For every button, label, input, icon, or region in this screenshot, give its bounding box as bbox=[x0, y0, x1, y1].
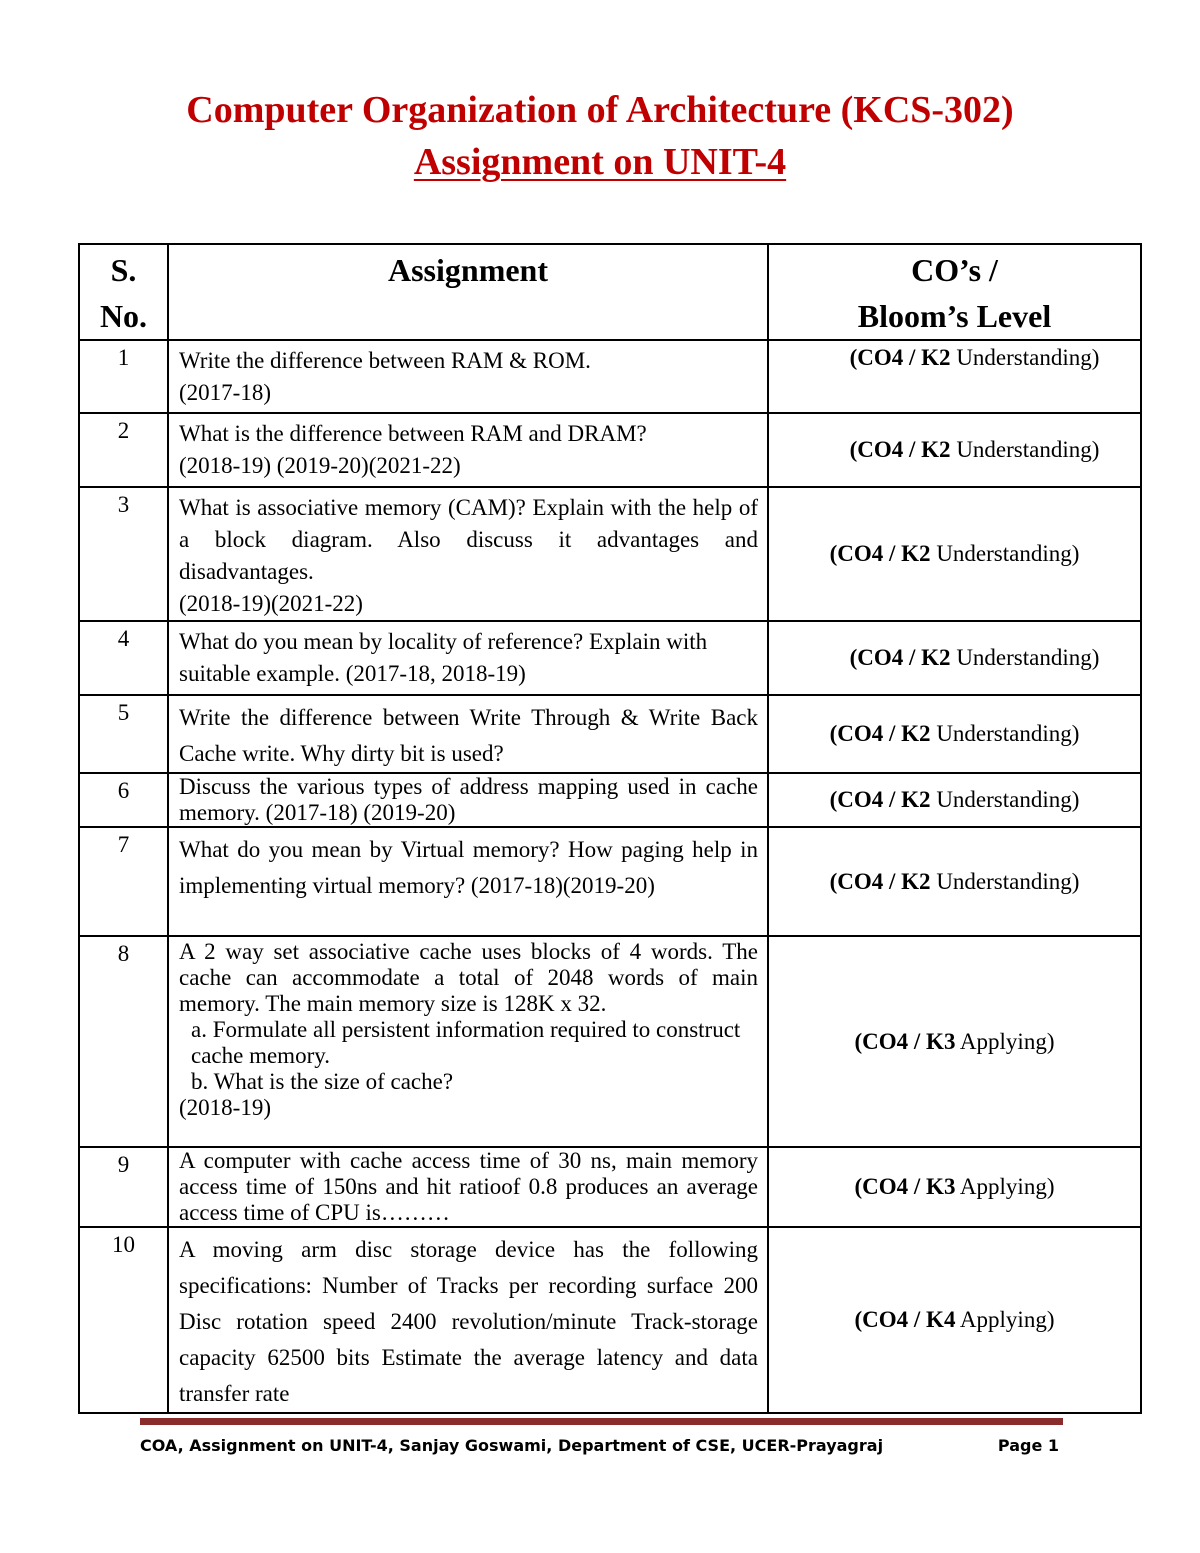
row-sno: 3 bbox=[79, 487, 168, 621]
row-question: What do you mean by Virtual memory? How paging help in implementing virtual memory? (2017-18)(2019-20) bbox=[168, 827, 768, 936]
row-co-level: (CO4 / K2 Understanding) bbox=[768, 340, 1141, 413]
table-row bbox=[79, 487, 1141, 621]
row-question: A computer with cache access time of 30 ns, main memory access time of 150ns and hit ratioof 0.8 produces an average access time of CPU is……… bbox=[168, 1147, 768, 1227]
table-row bbox=[79, 936, 1141, 1147]
row-question: What is the difference between RAM and DRAM? (2018-19) (2019-20)(2021-22) bbox=[168, 413, 768, 487]
row-co-level: (CO4 / K2 Understanding) bbox=[768, 773, 1141, 827]
row-co-level: (CO4 / K3 Applying) bbox=[768, 1147, 1141, 1227]
page-footer bbox=[140, 1436, 1063, 1455]
row-sno: 8 bbox=[79, 936, 168, 1147]
row-question: A 2 way set associative cache uses blocks of 4 words. The cache can accommodate a total of 2048 words of main memory. The main memory size is 128K x 32. a. Formulate all persistent information required to construct cache memory. b. What is the size of cache? (2018-19) bbox=[168, 936, 768, 1147]
document-subtitle: Assignment on UNIT-4 bbox=[413, 141, 787, 183]
row-question: What do you mean by locality of reference? Explain with suitable example. (2017-18, 2018-19) bbox=[168, 621, 768, 695]
page-number: Page 1 bbox=[997, 1436, 1059, 1455]
assignment-table bbox=[78, 243, 1142, 1414]
row-co-level: (CO4 / K2 Understanding) bbox=[768, 413, 1141, 487]
row-sno: 10 bbox=[79, 1227, 168, 1413]
table-row bbox=[79, 1147, 1141, 1227]
row-sno: 2 bbox=[79, 413, 168, 487]
table-row bbox=[79, 340, 1141, 413]
row-question: Discuss the various types of address mapping used in cache memory. (2017-18) (2019-20) bbox=[168, 773, 768, 827]
table-row bbox=[79, 827, 1141, 936]
row-question: Write the difference between Write Through & Write Back Cache write. Why dirty bit is used? bbox=[168, 695, 768, 773]
table-header-row bbox=[79, 244, 1141, 340]
row-sno: 5 bbox=[79, 695, 168, 773]
table-row bbox=[79, 773, 1141, 827]
row-question: Write the difference between RAM & ROM. (2017-18) bbox=[168, 340, 768, 413]
table-row bbox=[79, 695, 1141, 773]
row-co-level: (CO4 / K2 Understanding) bbox=[768, 621, 1141, 695]
row-sno: 9 bbox=[79, 1147, 168, 1227]
row-sno: 1 bbox=[79, 340, 168, 413]
footer-text: COA, Assignment on UNIT-4, Sanjay Goswami, Department of CSE, UCER-Prayagraj bbox=[140, 1436, 884, 1455]
row-co-level: (CO4 / K2 Understanding) bbox=[768, 827, 1141, 936]
header-assignment: Assignment bbox=[168, 244, 768, 340]
header-sno: S. No. bbox=[79, 244, 168, 340]
header-co: CO’s / Bloom’s Level bbox=[768, 244, 1141, 340]
table-row bbox=[79, 1227, 1141, 1413]
row-co-level: (CO4 / K2 Understanding) bbox=[768, 487, 1141, 621]
document-title: Computer Organization of Architecture (KCS-302) bbox=[186, 89, 1014, 131]
row-sno: 4 bbox=[79, 621, 168, 695]
row-co-level: (CO4 / K2 Understanding) bbox=[768, 695, 1141, 773]
row-co-level: (CO4 / K3 Applying) bbox=[768, 936, 1141, 1147]
row-question: A moving arm disc storage device has the following specifications: Number of Tracks per recording surface 200 Disc rotation speed 2400 revolution/minute Track-storage capacity 62500 bits Estimate the average latency and data transfer rate bbox=[168, 1227, 768, 1413]
table-row bbox=[79, 413, 1141, 487]
footer-divider bbox=[140, 1418, 1063, 1425]
row-sno: 6 bbox=[79, 773, 168, 827]
row-sno: 7 bbox=[79, 827, 168, 936]
row-co-level: (CO4 / K4 Applying) bbox=[768, 1227, 1141, 1413]
row-question: What is associative memory (CAM)? Explain with the help of a block diagram. Also discuss it advantages and disadvantages. (2018-19)(2021-22) bbox=[168, 487, 768, 621]
table-row bbox=[79, 621, 1141, 695]
